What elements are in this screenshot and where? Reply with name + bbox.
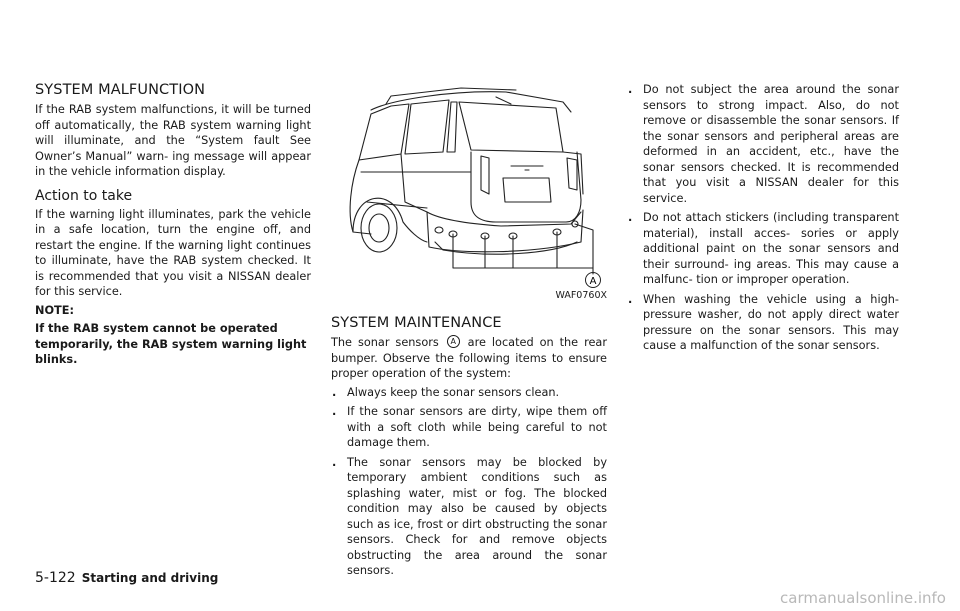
list-item (331, 385, 607, 401)
maintenance-intro (331, 335, 607, 382)
bullet-text: If the sonar sensors are dirty, wipe them off with a soft cloth while being careful to not damage them. (347, 405, 607, 449)
intro-after: are located on the rear bumper. Observe the following items to ensure proper operation of the system: (331, 336, 607, 380)
note-label: NOTE: (35, 303, 74, 317)
list-item (331, 404, 607, 451)
bullet-text: The sonar sensors may be blocked by temporary ambient conditions such as splashing water, mist or fog. The blocked condition may also be caused by objects such as ice, frost or dirt obstructing the sonar sensors. Check for and remove objects obstructing the area around the sonar sensors. (347, 455, 607, 577)
column-left (35, 82, 311, 371)
bullet-text: Always keep the sonar sensors clean. (347, 385, 560, 399)
heading-action-to-take: Action to take (35, 187, 133, 204)
list-item (627, 82, 899, 206)
bullet-text: Do not attach stickers (including transparent material), install acces- sories or apply additional paint on the sonar sensors and their surround- ing areas. This may cause a malfunc- tion or improper operation. (643, 211, 899, 286)
callout-a-label: A (589, 276, 597, 287)
maintenance-bullets-continued (627, 82, 899, 354)
bullet-text: When washing the vehicle using a high-pressure washer, do not apply direct water pressure on the sonar sensors. This may cause a malfunction of the sonar sensors. (643, 292, 899, 352)
figure-code: WAF0760X (555, 290, 607, 301)
malfunction-paragraph: If the RAB system malfunctions, it will be turned off automatically, the RAB system warning light will illuminate, and the “System fault See Owner’s Manual” warn- ing message will appear in the vehicle information display. (35, 103, 311, 178)
note-text: If the RAB system cannot be operated temporarily, the RAB system warning light blinks. (35, 322, 307, 366)
vehicle-rear-figure (331, 82, 607, 292)
section-name: Starting and driving (81, 571, 219, 585)
maintenance-bullets (331, 385, 607, 579)
list-item (627, 292, 899, 354)
bullet-dot: . (332, 455, 337, 469)
column-middle (331, 82, 607, 583)
page-footer (35, 570, 218, 586)
heading-system-malfunction: SYSTEM MALFUNCTION (35, 82, 206, 98)
bullet-dot: . (628, 83, 633, 96)
list-item (627, 210, 899, 288)
bullet-text: Do not subject the area around the sonar sensors to strong impact. Also, do not remove or disassemble the sonar sensors. If the sonar sensors and peripheral areas are deformed in an accident, etc., have the sonar sensors checked. It is recommended that you visit a NISSAN dealer for this service. (643, 83, 899, 205)
watermark: carmanualsonline.info (780, 589, 946, 607)
heading-system-maintenance: SYSTEM MAINTENANCE (331, 315, 502, 331)
column-right (627, 82, 899, 358)
bullet-dot: . (332, 385, 337, 399)
bullet-dot: . (628, 292, 633, 306)
bullet-dot: . (332, 405, 337, 418)
action-paragraph: If the warning light illuminates, park the vehicle in a safe location, turn the engine off, and restart the engine. If the warning light continues to illuminate, have the RAB system checked. It is recommended that you visit a NISSAN dealer for this service. (35, 207, 311, 298)
sensor-a-symbol: A (447, 335, 460, 348)
list-item (331, 455, 607, 579)
page-number: 5-122 (35, 570, 76, 586)
bullet-dot: . (628, 211, 633, 224)
suv-rear-illustration (331, 82, 607, 292)
intro-before: The sonar sensors (331, 336, 439, 349)
